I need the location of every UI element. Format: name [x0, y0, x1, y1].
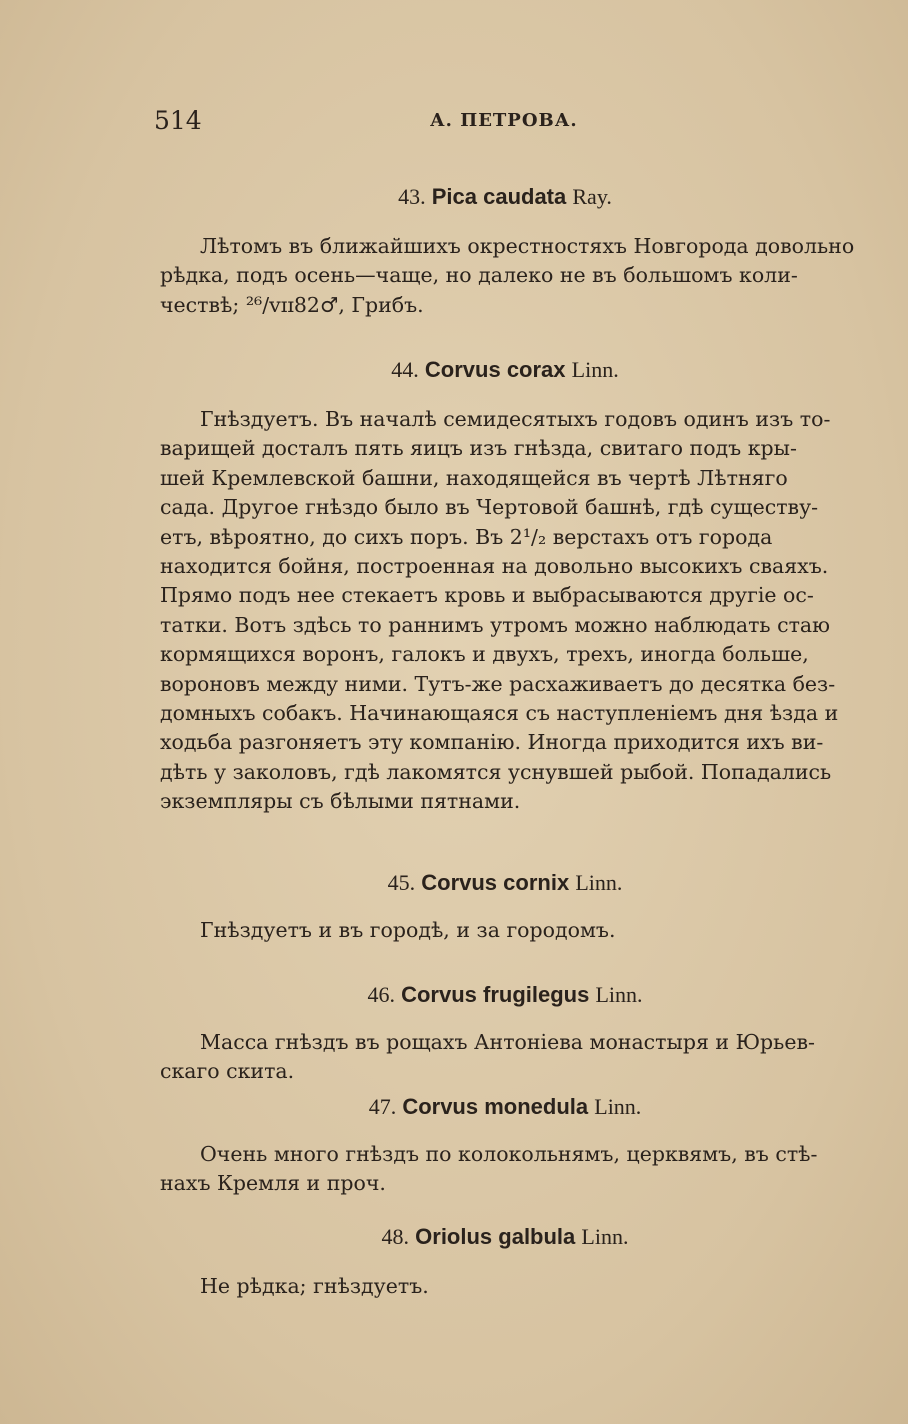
text-line: нахъ Кремля и проч. [160, 1171, 386, 1196]
text-line: кормящихся воронъ, галокъ и двухъ, трехъ, иногда больше, [160, 642, 809, 667]
text-line: чествѣ; ²⁶/ᴠɪɪ82♂, Грибъ. [160, 292, 424, 317]
entry-43 [160, 182, 855, 320]
species-name: Corvus frugilegus [401, 982, 590, 1007]
entry-text [160, 232, 855, 320]
entry-number: 48. [381, 1224, 410, 1249]
species-author: Linn. [594, 1094, 642, 1119]
text-line: Гнѣздуетъ и въ городѣ, и за городомъ. [200, 918, 616, 942]
entry-number: 46. [367, 982, 395, 1007]
entry-text [160, 1140, 850, 1199]
species-name: Corvus cornix [421, 870, 570, 895]
species-author: Ray. [572, 184, 612, 209]
entry-44 [160, 355, 850, 817]
text-line: дѣть у заколовъ, гдѣ лакомятся уснувшей рыбой. Попадались [160, 759, 832, 784]
species-name: Corvus corax [424, 357, 566, 382]
species-author: Linn. [571, 357, 619, 382]
text-line: сада. Другое гнѣздо было въ Чертовой башнѣ, гдѣ существу- [160, 495, 819, 520]
entry-title [160, 182, 850, 212]
text-line: Очень много гнѣздъ по колокольнямъ, церквямъ, въ стѣ- [200, 1142, 818, 1166]
entry-title [160, 355, 850, 385]
species-name: Corvus monedula [402, 1094, 589, 1119]
entry-title [160, 980, 850, 1010]
text-line: шей Кремлевской башни, находящейся въ чертѣ Лѣтняго [160, 465, 788, 490]
entry-text [160, 1272, 850, 1301]
text-line: Лѣтомъ въ ближайшихъ окрестностяхъ Новгорода довольно [200, 234, 855, 258]
entry-number: 43. [398, 184, 426, 209]
entry-title [160, 1222, 850, 1252]
entry-title [160, 868, 850, 898]
entry-text [160, 1028, 850, 1087]
species-name: Oriolus galbula [415, 1224, 576, 1249]
text-line: экземпляры съ бѣлыми пятнами. [160, 789, 521, 814]
text-line: скаго скита. [160, 1059, 295, 1084]
entry-46 [160, 980, 850, 1087]
text-line: рѣдка, подъ осень—чаще, но далеко не въ большомъ коли- [160, 263, 798, 288]
species-author: Linn. [575, 870, 623, 895]
text-line: варищей досталъ пять яицъ изъ гнѣзда, свитаго подъ кры- [160, 436, 797, 461]
text-line: Не рѣдка; гнѣздуетъ. [200, 1274, 429, 1298]
page-number: 514 [154, 106, 202, 135]
text-line: Прямо подъ нее стекаетъ кровь и выбрасываются другіе ос- [160, 583, 814, 608]
running-head: А. ПЕТРОВА. [430, 110, 578, 131]
page-header [154, 106, 854, 140]
species-author: Linn. [595, 982, 643, 1007]
entry-number: 44. [391, 357, 419, 382]
entry-47 [160, 1092, 850, 1199]
entry-number: 45. [387, 870, 416, 895]
text-line: домныхъ собакъ. Начинающаяся съ наступленіемъ дня ѣзда и [160, 701, 839, 726]
species-author: Linn. [581, 1224, 629, 1249]
entry-number: 47. [368, 1094, 397, 1119]
text-line: находится бойня, построенная на довольно высокихъ сваяхъ. [160, 554, 829, 579]
entry-48 [160, 1222, 850, 1301]
entry-45 [160, 868, 850, 945]
entry-text [160, 405, 850, 817]
entry-title [160, 1092, 850, 1122]
entry-text [160, 916, 850, 945]
text-line: вороновъ между ними. Тутъ-же расхаживаетъ до десятка без- [160, 671, 836, 696]
text-line: татки. Вотъ здѣсь то раннимъ утромъ можно наблюдать стаю [160, 612, 830, 637]
text-line: Гнѣздуетъ. Въ началѣ семидесятыхъ годовъ одинъ изъ то- [200, 407, 831, 431]
species-name: Pica caudata [431, 184, 567, 209]
text-line: Масса гнѣздъ въ рощахъ Антоніева монастыря и Юрьев- [200, 1030, 815, 1054]
text-line: ходьба разгоняетъ эту компанію. Иногда приходится ихъ ви- [160, 730, 824, 755]
text-line: етъ, вѣроятно, до сихъ поръ. Въ 2¹/₂ верстахъ отъ города [160, 524, 773, 549]
